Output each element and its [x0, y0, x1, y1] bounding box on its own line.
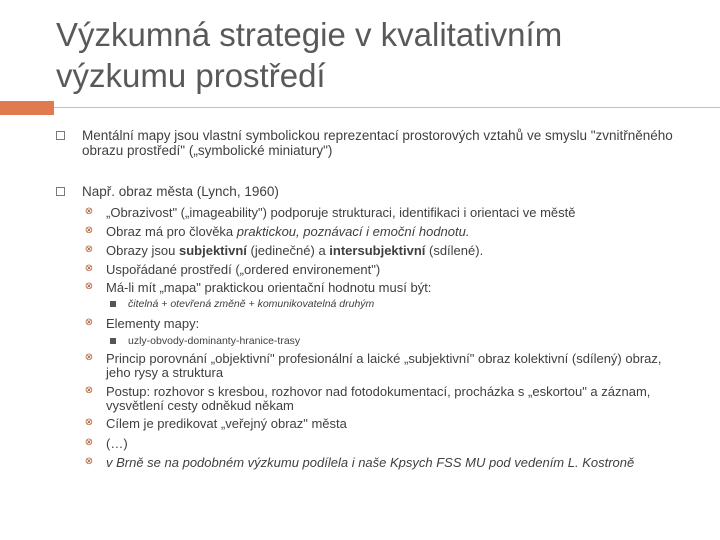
list-item — [84, 456, 684, 470]
circle-cross-bullet-icon: ⊗ — [84, 352, 94, 363]
list-item-text: Postup: rozhovor s kresbou, rozhovor nad fotodokumentací, procházka s „eskortou" a záznam, vysvětlení cesty odněkud někam — [106, 384, 651, 413]
filled-square-bullet-icon — [110, 301, 116, 307]
list-item — [84, 385, 684, 413]
list-item — [56, 128, 696, 158]
list-item-text: Obrazy jsou subjektivní (jedinečné) a intersubjektivní (sdílené). — [106, 243, 484, 258]
list-item — [110, 298, 690, 311]
circle-cross-bullet-icon: ⊗ — [84, 244, 94, 255]
list-item — [84, 352, 684, 380]
list-item-text: Cílem je predikovat „veřejný obraz" města — [106, 416, 347, 431]
list-item — [84, 317, 684, 331]
list-item — [84, 417, 684, 431]
list-item-text: Mentální mapy jsou vlastní symbolickou reprezentací prostorových vztahů ve smyslu "zvnitřněného obrazu prostředí" („symbolické miniatury") — [82, 128, 673, 158]
list-item — [110, 335, 690, 348]
list-item — [84, 244, 684, 258]
circle-cross-bullet-icon: ⊗ — [84, 417, 94, 428]
list-item — [56, 184, 696, 199]
title-accent-bar — [0, 101, 54, 115]
list-item-text: Uspořádané prostředí („ordered environement") — [106, 262, 381, 277]
list-item-text: Elementy mapy: — [106, 316, 200, 331]
list-item-text: v Brně se na podobném výzkumu podílela i naše Kpsych FSS MU pod vedením L. Kostroně — [106, 455, 635, 470]
circle-cross-bullet-icon: ⊗ — [84, 456, 94, 467]
circle-cross-bullet-icon: ⊗ — [84, 206, 94, 217]
circle-cross-bullet-icon: ⊗ — [84, 263, 94, 274]
list-item-text: Princip porovnání „objektivní" profesionální a laické „subjektivní" obraz kolektivní (sdílený) obraz, jeho rysy a struktura — [106, 351, 662, 380]
list-item — [84, 206, 684, 220]
list-item-text: Má-li mít „mapa" praktickou orientační hodnotu musí být: — [106, 280, 432, 295]
circle-cross-bullet-icon: ⊗ — [84, 225, 94, 236]
circle-cross-bullet-icon: ⊗ — [84, 385, 94, 396]
list-item-text: uzly-obvody-dominanty-hranice-trasy — [128, 335, 301, 347]
circle-cross-bullet-icon: ⊗ — [84, 317, 94, 328]
list-item-text: Např. obraz města (Lynch, 1960) — [82, 184, 279, 199]
circle-cross-bullet-icon: ⊗ — [84, 437, 94, 448]
slide-title: Výzkumná strategie v kvalitativním výzkumu prostředí — [56, 16, 563, 94]
list-item — [84, 263, 684, 277]
filled-square-bullet-icon — [110, 338, 116, 344]
list-item — [84, 281, 684, 295]
list-item — [84, 437, 684, 451]
list-item-text: Obraz má pro člověka praktickou, poznávací i emoční hodnotu. — [106, 224, 470, 239]
list-item — [84, 225, 684, 239]
square-bullet-icon — [56, 187, 65, 196]
list-item-text: „Obrazivost" („imageability") podporuje strukturaci, identifikaci i orientaci ve městě — [106, 205, 576, 220]
title-divider — [54, 107, 720, 108]
list-item-text: (…) — [106, 436, 128, 451]
list-item-text: čitelná + otevřená změně + komunikovatelná druhým — [128, 298, 375, 310]
circle-cross-bullet-icon: ⊗ — [84, 281, 94, 292]
square-bullet-icon — [56, 131, 65, 140]
